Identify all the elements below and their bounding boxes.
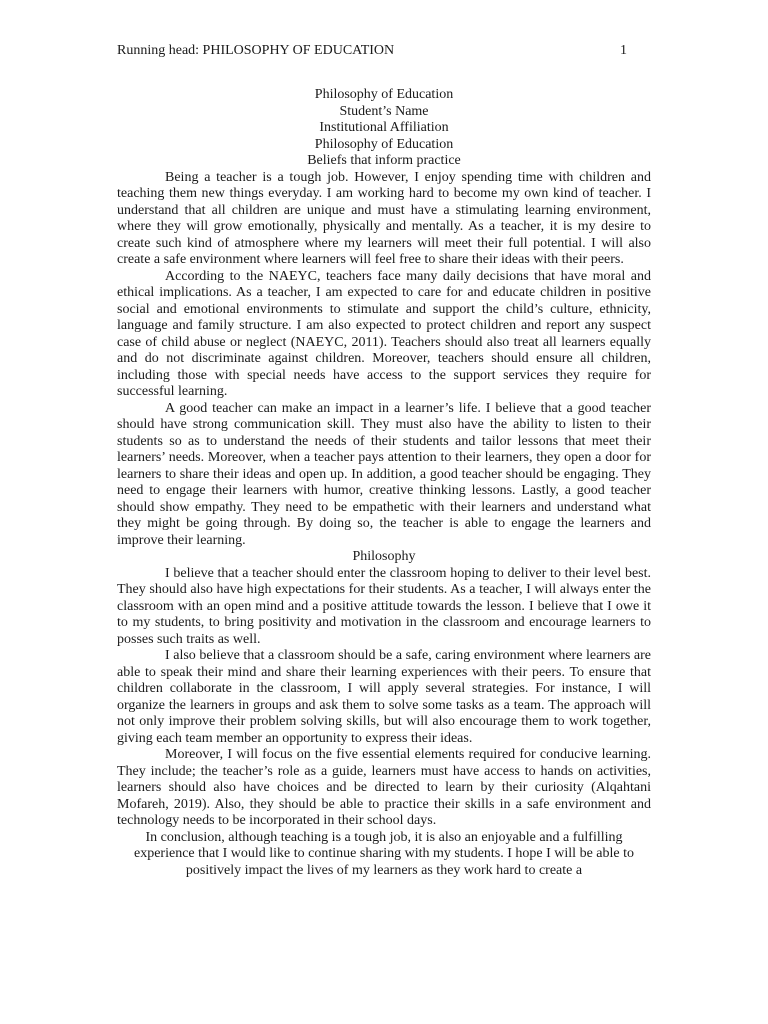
paragraph: A good teacher can make an impact in a learner’s life. I believe that a good teacher should have strong communication skill. They must also have the ability to listen to their students so as to understand the needs of their students and tailor lessons that meet their learners’ needs. Moreover, when a teacher pays attention to their learners, they open a door for learners to share their ideas and open up. In addition, a good teacher should be engaging. They need to engage their learners with humor, creative thinking lessons. Lastly, a good teacher should show empathy. They need to be empathetic with their learners and understand what they might be going through. By doing so, the teacher is able to engage the learners and improve their learning. (117, 400, 651, 548)
student-name: Student’s Name (339, 103, 429, 119)
document-title: Philosophy of Education (314, 87, 454, 102)
paragraph-conclusion: In conclusion, although teaching is a tough job, it is also an enjoyable and a fulfilling experience that I would like to continue sharing with my students. I hope I will be able to positively impact the lives of my learners as they work hard to create a (134, 829, 634, 878)
page-number: 1 (620, 43, 627, 58)
paragraph: Moreover, I will focus on the five essential elements required for conducive learning. They include; the teacher’s role as a guide, learners must have access to hands on activities, learners should also have choices and be directed to learn by their curiosity (Alqahtani Mofareh, 2019). Also, they should be able to practice their skills in a safe environment and technology needs to be incorporated in their school days. (117, 747, 651, 828)
section-heading-philosophy: Philosophy (352, 549, 416, 564)
section-heading-beliefs: Beliefs that inform practice (307, 153, 461, 168)
paragraph: I believe that a teacher should enter the classroom hoping to deliver to their level best. They should also have high expectations for their students. As a teacher, I will always enter the classroom with an open mind and a positive attitude towards the lesson. I believe that I owe it to my students, to bring positivity and motivation in the classroom and encourage learners to posses such traits as well. (117, 565, 651, 647)
paragraph: I also believe that a classroom should be a safe, caring environment where learners are able to speak their mind and share their learning experiences with their peers. To ensure that children collaborate in the classroom, I will apply several strategies. For instance, I will organize the learners in groups and ask them to solve some tasks as a team. The approach will not only improve their problem solving skills, but will also encourage them to work together, giving each team member an opportunity to express their ideas. (117, 648, 651, 746)
title-block (117, 87, 651, 170)
paragraph: Being a teacher is a tough job. However, I enjoy spending time with children and teaching them new things everyday. I am working hard to become my own kind of teacher. I understand that all children are unique and must have a stimulating learning environment, where they will grow emotionally, physically and mentally. As a teacher, it is my desire to create such kind of atmosphere where my learners will meet their full potential. I will also create a safe environment where learners will feel free to share their ideas with their peers. (117, 169, 651, 267)
institutional-affiliation: Institutional Affiliation (319, 120, 449, 135)
running-header (117, 42, 627, 60)
document-title-repeat: Philosophy of Education (314, 136, 454, 152)
paragraph: According to the NAEYC, teachers face many daily decisions that have moral and ethical implications. As a teacher, I am expected to care for and educate children in positive social and emotional environments to stimulate and support the child’s culture, ethnicity, language and family structure. I am also expected to protect children and report any suspect case of child abuse or neglect (NAEYC, 2011). Teachers should also treat all learners equally and do not discriminate against children. Moreover, teachers should ensure all children, including those with special needs have access to the support services they require for successful learning. (117, 268, 651, 399)
running-head: Running head: PHILOSOPHY OF EDUCATION (117, 43, 395, 58)
document-body (117, 87, 651, 879)
